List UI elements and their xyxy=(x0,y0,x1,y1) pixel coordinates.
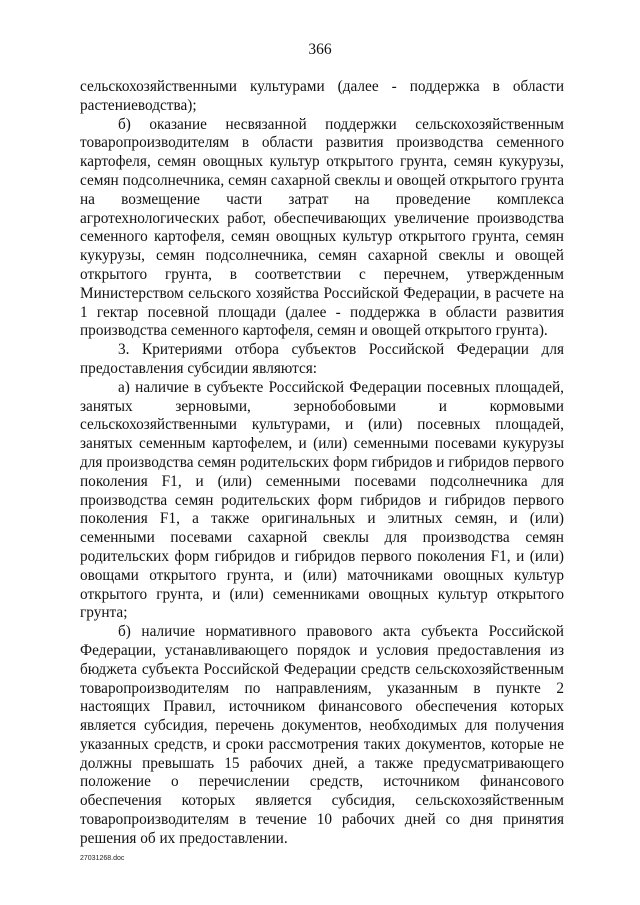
document-body xyxy=(80,78,564,849)
paragraph-continuation: сельскохозяйственными культурами (далее - поддержка в области растениеводства); xyxy=(80,78,564,114)
paragraph-item-3-criteria: 3. Критериями отбора субъектов Российской Федерации для предоставления субсидии являются: xyxy=(80,341,564,377)
paragraph-item-b-legal-act: б) наличие нормативного правового акта субъекта Российской Федерации, устанавливающего порядок и условия предоставления из бюджета субъекта Российской Федерации средств сельскохозяйственным товаропроизводителям по направлениям, указанным в пункте 2 настоящих Правил, источником финансового обеспечения которых является субсидия, перечень документов, необходимых для получения указанных средств, и сроки рассмотрения таких документов, которые не должны превышать 15 рабочих дней, а также предусматривающего положение о перечислении средств, источником финансового обеспечения которых является субсидия, сельскохозяйственным товаропроизводителям в течение 10 рабочих дней со дня принятия решения об их предоставлении. xyxy=(80,623,564,847)
footer-filename: 27031268.doc xyxy=(80,855,125,862)
page-number: 366 xyxy=(308,41,332,58)
paragraph-item-b-unrelated-support: б) оказание несвязанной поддержки сельскохозяйственным товаропроизводителям в области развития производства семенного картофеля, семян овощных культур открытого грунта, семян кукурузы, семян подсолнечника, семян сахарной свеклы и овощей открытого грунта на возмещение части затрат на проведение комплекса агротехнологических работ, обеспечивающих увеличение производства семенного картофеля, семян овощных культур открытого грунта, семян кукурузы, семян подсолнечника, семян сахарной свеклы и овощей открытого грунта, в соответствии с перечнем, утвержденным Министерством сельского хозяйства Российской Федерации, в расчете на 1 гектар посевной площади (далее - поддержка в области развития производства семенного картофеля, семян и овощей открытого грунта). xyxy=(80,115,564,340)
paragraph-item-a-sown-areas: а) наличие в субъекте Российской Федерации посевных площадей, занятых зерновыми, зернобобовыми и кормовыми сельскохозяйственными культурами, и (или) посевных площадей, занятых семенным картофелем, и (или) семенными посевами кукурузы для производства семян родительских форм гибридов и гибридов первого поколения F1, и (или) семенными посевами подсолнечника для производства семян родительских форм гибридов и гибридов первого поколения F1, а также оригинальных и элитных семян, и (или) семенными посевами сахарной свеклы для производства семян родительских форм гибридов и гибридов первого поколения F1, и (или) овощами открытого грунта, и (или) маточниками овощных культур открытого грунта, и (или) семенниками овощных культур открытого грунта; xyxy=(80,378,564,622)
